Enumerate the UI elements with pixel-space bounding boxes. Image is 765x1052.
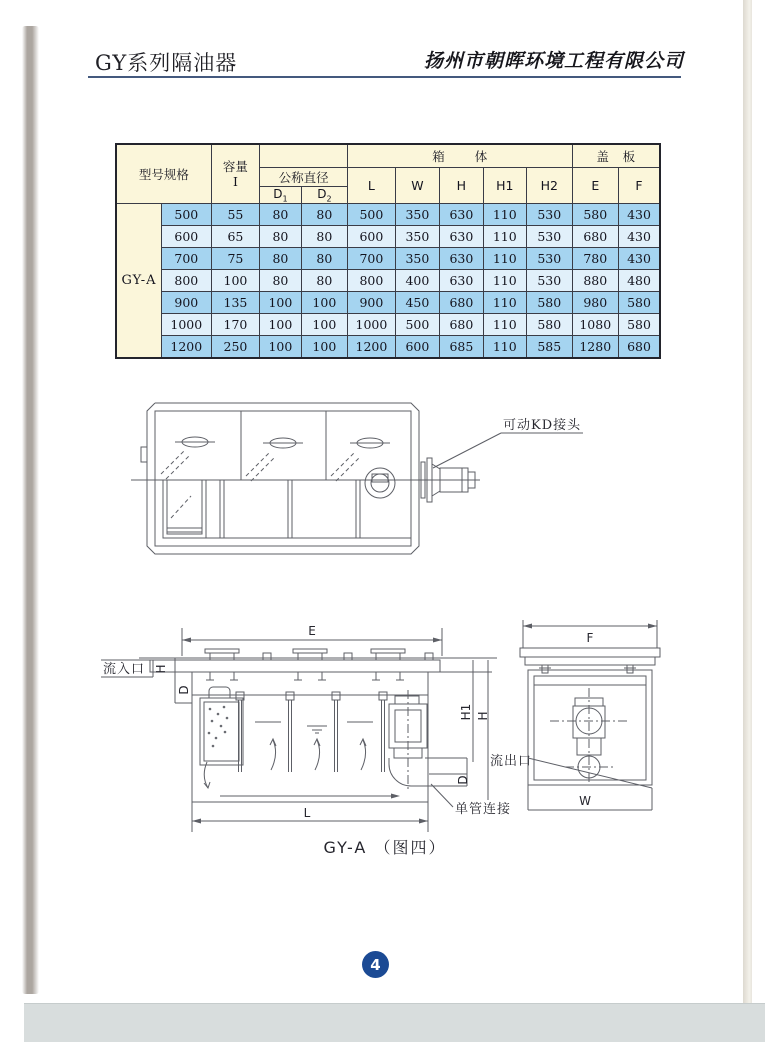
kd-joint-label: 可动KD接头 <box>503 418 582 433</box>
table-cell: 1200 <box>162 336 212 358</box>
svg-text:D: D <box>456 775 470 785</box>
single-pipe-label: 单管连接 <box>455 802 512 817</box>
table-cell: 110 <box>483 314 526 336</box>
table-cell: 350 <box>395 204 439 226</box>
table-cell: 580 <box>527 292 573 314</box>
table-cell: 900 <box>162 292 212 314</box>
table-cell: 600 <box>348 226 396 248</box>
side-view-tank <box>192 672 428 802</box>
svg-text:H1: H1 <box>459 703 473 721</box>
table-cell: 80 <box>301 204 348 226</box>
baffle <box>332 692 340 772</box>
table-cell: 1280 <box>572 336 619 358</box>
plan-lid-panels <box>161 411 390 481</box>
end-view-tank <box>528 670 652 810</box>
header-blank-cell <box>260 144 348 168</box>
table-cell: 100 <box>301 314 348 336</box>
inlet-label: 流入口 <box>103 662 146 677</box>
table-cell: 500 <box>348 204 396 226</box>
book-gutter-shadow <box>22 26 39 994</box>
outlet-and-dims <box>428 658 532 817</box>
svg-text:H: H <box>476 711 490 721</box>
table-cell: 135 <box>211 292 260 314</box>
table-cell: 780 <box>572 248 619 270</box>
table-cell: 110 <box>483 248 526 270</box>
table-row <box>116 248 660 270</box>
table-cell: 585 <box>527 336 573 358</box>
table-cell: 630 <box>440 270 483 292</box>
table-cell: 430 <box>619 248 660 270</box>
table-cell: 600 <box>162 226 212 248</box>
table-row <box>116 204 660 226</box>
dim-l <box>192 802 428 832</box>
page-number-badge: 4 <box>362 951 389 978</box>
lid-handle <box>205 649 239 680</box>
scan-right-edge <box>743 0 752 1006</box>
table-cell: 100 <box>301 336 348 358</box>
col-header-cover: 盖板 <box>572 144 660 168</box>
capacity-label: 容量 <box>222 158 248 174</box>
lid-handle <box>371 649 405 680</box>
table-cell: 100 <box>211 270 260 292</box>
plan-view-drawing <box>128 388 598 573</box>
end-view-pump <box>550 688 630 782</box>
company-name: 扬州市朝晖环境工程有限公司 <box>423 50 684 72</box>
col-header-e: E <box>572 168 619 204</box>
table-cell: 55 <box>211 204 260 226</box>
table-cell: 80 <box>260 226 301 248</box>
col-header-h1: H1 <box>483 168 526 204</box>
figure-caption: GY-A （图四） <box>323 838 447 857</box>
table-cell: 65 <box>211 226 260 248</box>
table-cell: 800 <box>162 270 212 292</box>
elevation-drawing <box>95 610 680 875</box>
col-header-d1: $D_1$ <box>260 187 301 204</box>
table-cell: 350 <box>395 248 439 270</box>
table-cell: 430 <box>619 204 660 226</box>
table-row <box>116 336 660 358</box>
page-title: GY系列隔油器 <box>95 51 238 75</box>
table-cell: 80 <box>260 204 301 226</box>
side-view-lid <box>139 649 497 680</box>
table-cell: 680 <box>440 314 483 336</box>
plan-compartments <box>163 468 411 538</box>
table-cell: 80 <box>260 270 301 292</box>
table-cell: 1000 <box>348 314 396 336</box>
table-cell: 110 <box>483 226 526 248</box>
table-cell: 530 <box>527 226 573 248</box>
table-cell: 110 <box>483 270 526 292</box>
table-cell: 80 <box>301 226 348 248</box>
svg-text:W: W <box>579 794 591 808</box>
table-cell: 400 <box>395 270 439 292</box>
table-cell: 110 <box>483 336 526 358</box>
dim-f <box>523 620 657 648</box>
table-cell: 580 <box>619 314 660 336</box>
table-row <box>116 314 660 336</box>
table-cell: 580 <box>619 292 660 314</box>
table-cell: 630 <box>440 204 483 226</box>
col-header-d2: $D_2$ <box>301 187 348 204</box>
table-cell: 350 <box>395 226 439 248</box>
table-cell: 110 <box>483 292 526 314</box>
col-header-h2: H2 <box>527 168 573 204</box>
kd-joint-callout <box>433 417 583 468</box>
table-cell: 1200 <box>348 336 396 358</box>
header-underline <box>88 76 681 78</box>
table-cell: 80 <box>301 270 348 292</box>
plan-tank-outline <box>141 403 419 554</box>
table-body <box>116 204 660 358</box>
table-row <box>116 270 660 292</box>
table-cell: 680 <box>619 336 660 358</box>
table-row <box>116 226 660 248</box>
table-cell: 100 <box>260 336 301 358</box>
table-cell: 1000 <box>162 314 212 336</box>
table-cell: 580 <box>572 204 619 226</box>
capacity-unit: I <box>232 174 238 190</box>
table-cell: 680 <box>572 226 619 248</box>
end-view-lid <box>520 648 660 673</box>
table-cell: 700 <box>348 248 396 270</box>
table-cell: 100 <box>301 292 348 314</box>
table-cell: 75 <box>211 248 260 270</box>
col-header-f: F <box>619 168 660 204</box>
col-header-w: W <box>395 168 439 204</box>
dim-e <box>182 624 442 656</box>
table-cell: 1080 <box>572 314 619 336</box>
svg-text:E: E <box>308 624 316 638</box>
col-header-l: L <box>348 168 396 204</box>
table-row <box>116 292 660 314</box>
svg-text:L: L <box>303 806 311 820</box>
baffle <box>286 692 294 772</box>
table-cell: 630 <box>440 248 483 270</box>
col-header-nominal-diameter: 公称直径 <box>260 168 348 187</box>
col-header-capacity <box>211 144 260 204</box>
table-cell: 100 <box>260 292 301 314</box>
table-cell: 685 <box>440 336 483 358</box>
table-cell: 80 <box>260 248 301 270</box>
table-cell: 530 <box>527 204 573 226</box>
model-series-cell: GY-A <box>116 204 162 358</box>
table-cell: 530 <box>527 270 573 292</box>
table-cell: 880 <box>572 270 619 292</box>
baffle <box>379 692 387 772</box>
table-cell: 680 <box>440 292 483 314</box>
table-cell: 480 <box>619 270 660 292</box>
table-cell: 500 <box>162 204 212 226</box>
lid-handle <box>293 649 327 680</box>
svg-text:H: H <box>154 664 168 674</box>
table-cell: 530 <box>527 248 573 270</box>
table-cell: 110 <box>483 204 526 226</box>
table-cell: 100 <box>260 314 301 336</box>
table-cell: 430 <box>619 226 660 248</box>
svg-text:F: F <box>586 631 594 645</box>
table-cell: 980 <box>572 292 619 314</box>
table-cell: 580 <box>527 314 573 336</box>
table-cell: 630 <box>440 226 483 248</box>
col-header-h: H <box>440 168 483 204</box>
table-cell: 900 <box>348 292 396 314</box>
svg-text:D: D <box>177 685 191 695</box>
table-cell: 170 <box>211 314 260 336</box>
table-cell: 600 <box>395 336 439 358</box>
table-cell: 800 <box>348 270 396 292</box>
table-cell: 80 <box>301 248 348 270</box>
table-cell: 700 <box>162 248 212 270</box>
outlet-label: 流出口 <box>490 754 533 769</box>
inlet-assembly <box>101 658 192 703</box>
table-cell: 450 <box>395 292 439 314</box>
table-cell: 500 <box>395 314 439 336</box>
table-cell: 250 <box>211 336 260 358</box>
col-header-model-spec: 型号规格 <box>116 144 211 204</box>
scan-bottom-band <box>24 1003 765 1042</box>
col-header-box: 箱体 <box>348 144 572 168</box>
spec-table <box>115 143 661 359</box>
